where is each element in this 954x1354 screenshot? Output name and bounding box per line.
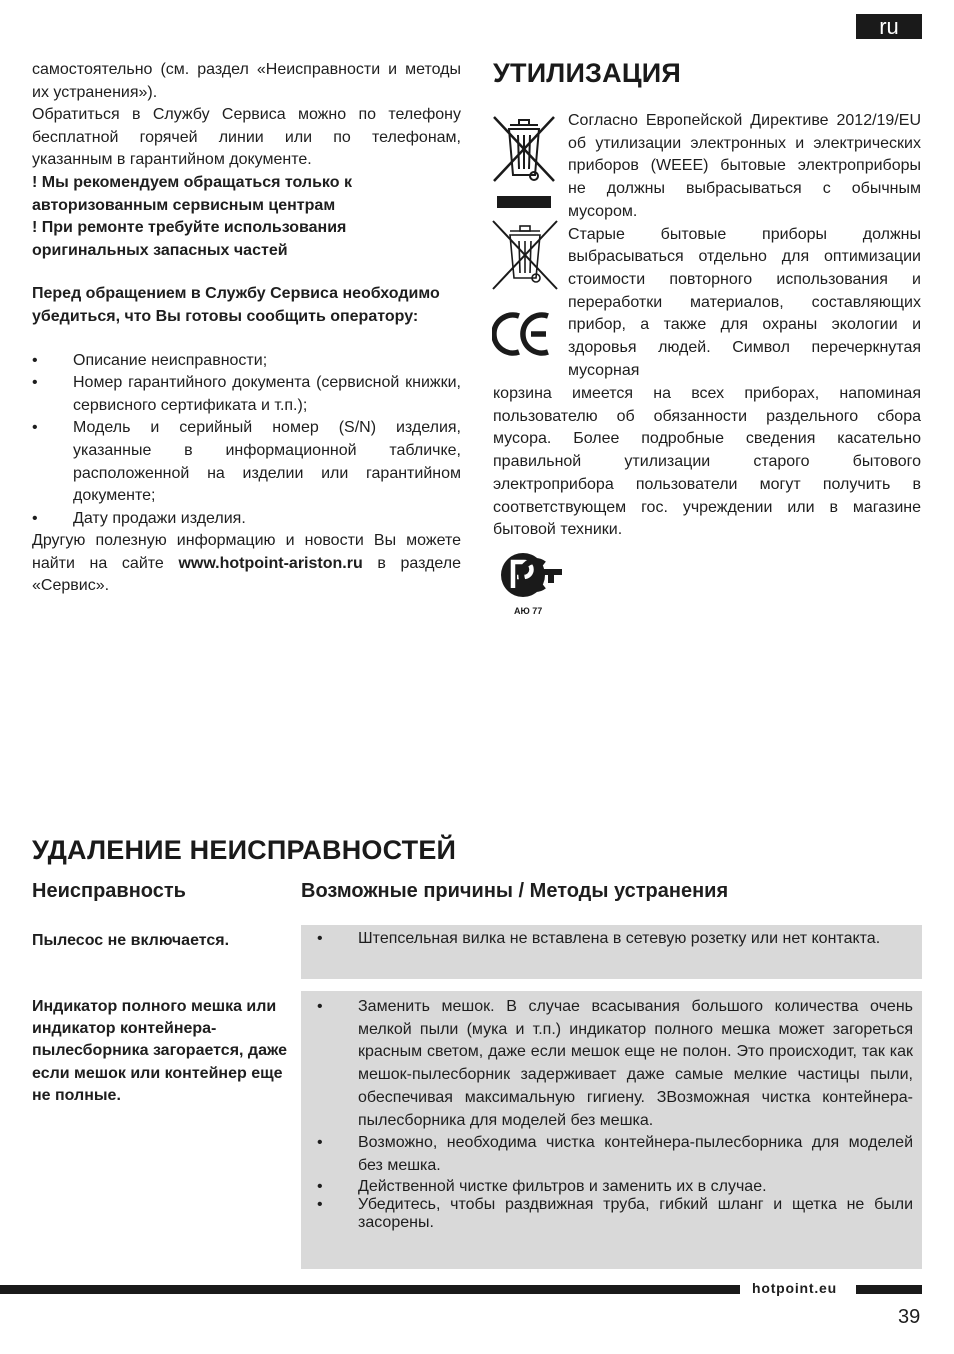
solution-cell: [301, 991, 922, 1269]
warning-original-parts: ! При ремонте требуйте использования оригинальных запасных частей: [32, 219, 347, 259]
pct-certification-logo: [500, 551, 564, 606]
hotline-paragraph: Обратиться в Службу Сервиса можно по телефону бесплатной горячей линии или по телефонам, указанным в гарантийном документе.: [32, 106, 461, 169]
list-item: • Описание неисправности;: [32, 350, 461, 373]
weee-bar-icon: [497, 196, 551, 208]
page-number: 39: [898, 1306, 921, 1328]
solution-item: • Возможно, необходима чистка контейнера-пылесборника для моделей без мешка.: [301, 1132, 922, 1177]
disposal-paragraph-1: Согласно Европейской Директиве 2012/19/EU об утилизации электронных и электрических приборов (WEEE) бытовые электроприборы не должны выбрасываться с обычным мусором.: [568, 112, 921, 220]
solution-item: • Заменить мешок. В случае всасывания большого количества очень мелкой пыли (мука и т.п.) индикатор полного мешка может загореться красным светом, даже если мешок еще не полон. Это происходит, так как мешок-пылесборник задерживает даже самые мелкие частицы пыли, обеспечивая максимальную гигиену. ЗВозможная чистка контейнера-пылесборника для моделей без мешка.: [301, 996, 922, 1132]
troubleshooting-title: УДАЛЕНИЕ НЕИСПРАВНОСТЕЙ: [32, 835, 457, 865]
certification-code: АЮ 77: [514, 606, 543, 616]
before-calling-paragraph: Перед обращением в Службу Сервиса необходимо убедиться, что Вы готовы сообщить оператору:: [32, 285, 440, 325]
intro-paragraph: самостоятельно (см. раздел «Неисправности и методы их устранения»).: [32, 61, 461, 101]
website-paragraph: Другую полезную информацию и новости Вы можете найти на сайте www.hotpoint-ariston.ru в разделе «Сервис».: [32, 532, 462, 595]
disposal-directive-text: [568, 110, 921, 382]
ce-mark-icon: [492, 310, 554, 363]
footer-rule: [0, 1285, 740, 1294]
list-item: • Номер гарантийного документа (сервисной книжки, сервисного сертификата и т.п.);: [32, 372, 461, 417]
weee-bin-icon: [490, 113, 558, 190]
footer-rule: [856, 1285, 922, 1294]
list-item: • Модель и серийный номер (S/N) изделия, указанные в информационной табличке, расположенной на изделии или гарантийном документе;: [32, 417, 461, 507]
solution-item: • Действенной чистке фильтров и заменить их в случае.: [301, 1178, 922, 1196]
disposal-paragraph-2-end: корзина имеется на всех приборах, напоминая пользователю об обязанности раздельного сбора мусора. Более подробные сведения касательно правильной утилизации старого бытового электроприбора пользователи могут получить в соответствующем гос. учреждении или в магазине бытовой техники.: [493, 385, 921, 539]
solution-cell: [301, 925, 922, 979]
solution-item: • Штепсельная вилка не вставлена в сетевую розетку или нет контакта.: [301, 928, 922, 951]
website-link[interactable]: www.hotpoint-ariston.ru: [178, 554, 363, 572]
disposal-title: УТИЛИЗАЦИЯ: [493, 58, 681, 88]
column-header-solution: Возможные причины / Методы устранения: [301, 880, 729, 902]
service-contact-section: [32, 59, 461, 598]
problem-cell: Индикатор полного мешка или индикатор контейнера-пылесборника загорается, даже если мешок или контейнер еще не полные.: [32, 998, 287, 1104]
brand-url: hotpoint.eu: [752, 1280, 838, 1296]
column-header-problem: Неисправность: [32, 880, 186, 902]
weee-bin-icon: [490, 218, 560, 297]
language-badge: ru: [856, 14, 922, 39]
list-item: • Дату продажи изделия.: [32, 508, 461, 531]
info-checklist: [32, 350, 461, 531]
warning-authorized-centers: ! Мы рекомендуем обращаться только к авторизованным сервисным центрам: [32, 173, 352, 214]
problem-cell: Пылесос не включается.: [32, 932, 230, 949]
disposal-paragraph-2-start: Старые бытовые приборы должны выбрасываться отдельно для оптимизации стоимости повторного использования и переработки материалов, составляющих прибор, а также для охраны экологии и здоровья людей. Символ перечеркнутая мусорная: [568, 225, 921, 379]
solution-item: • Убедитесь, чтобы раздвижная труба, гибкий шланг и щетка не были засорены.: [301, 1196, 922, 1232]
